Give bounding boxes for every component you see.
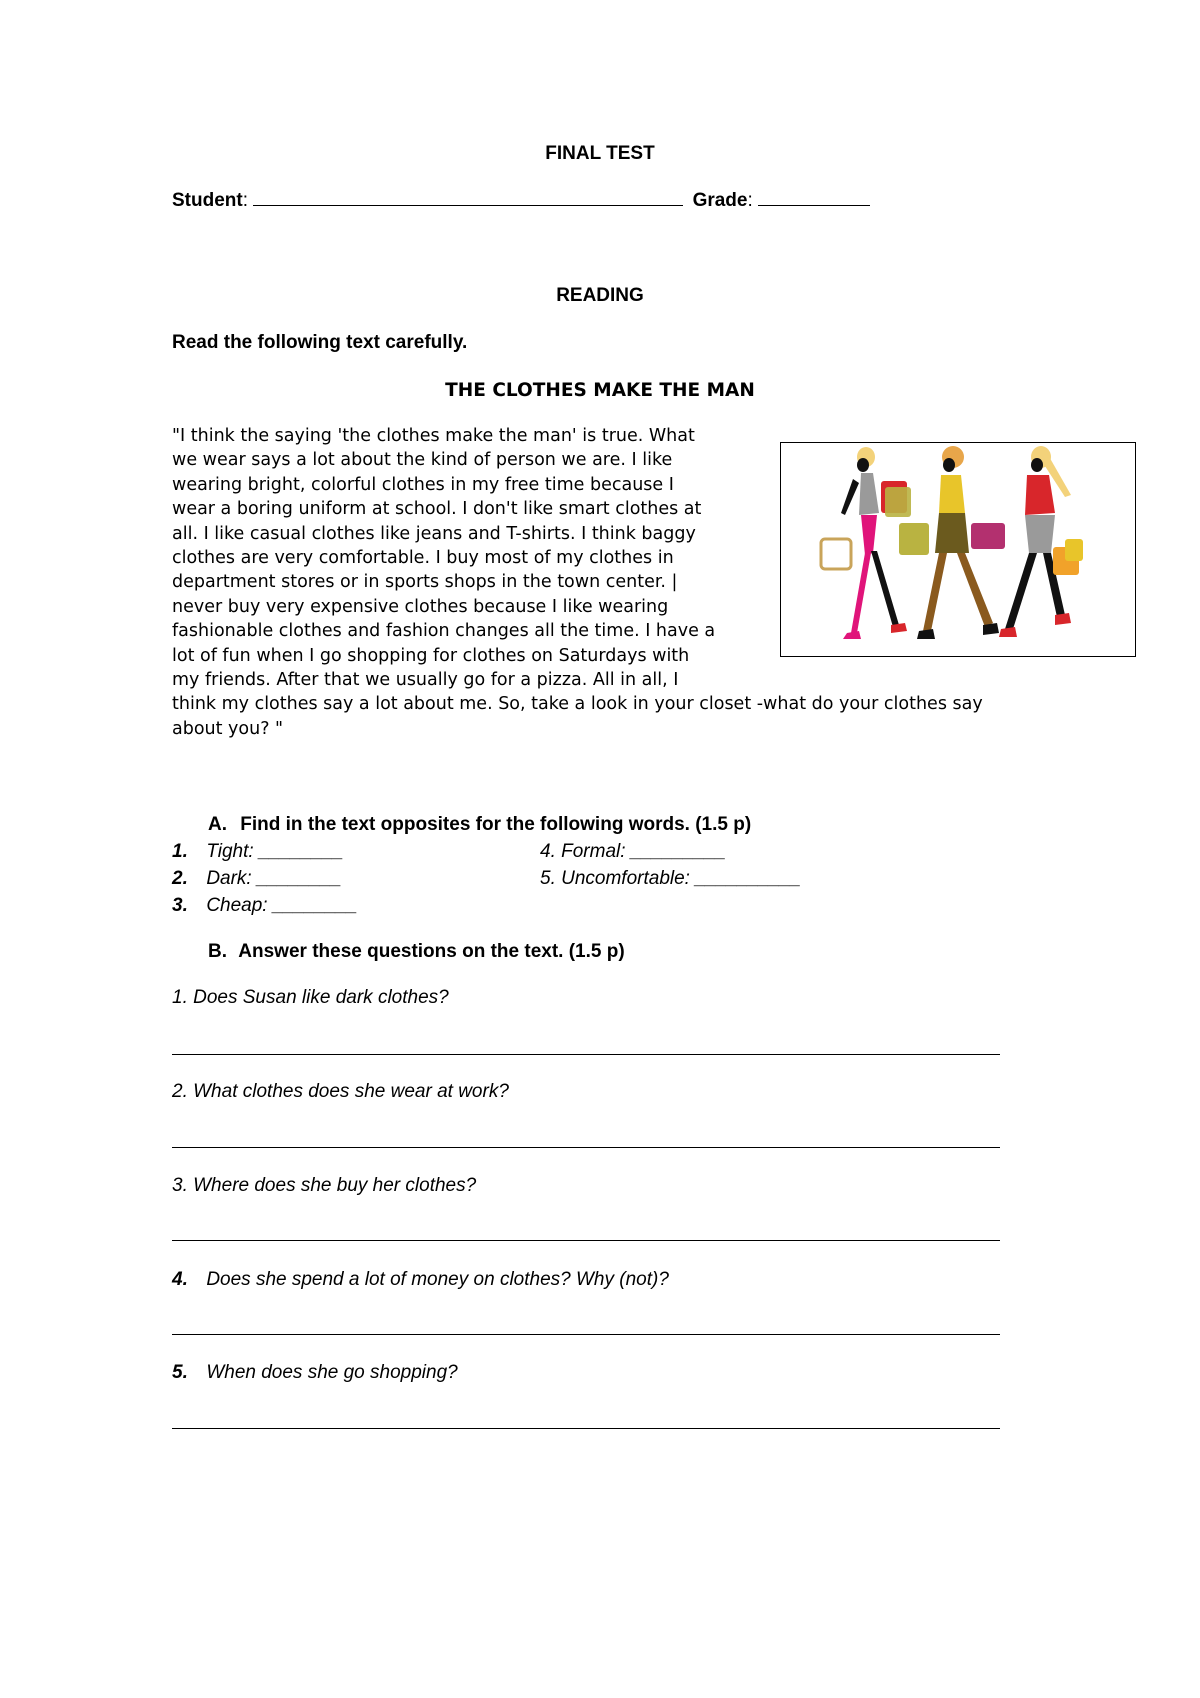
item-text: Tight: ________	[206, 841, 344, 862]
passage-line: wear a boring uniform at school. I don't like smart clothes at	[172, 499, 702, 520]
answer-line[interactable]	[172, 1054, 1000, 1055]
question	[172, 1269, 669, 1291]
reading-passage	[172, 424, 983, 741]
exercise-b-heading-row	[208, 941, 625, 963]
question: 3. Where does she buy her clothes?	[172, 1175, 477, 1196]
item-number: 3.	[172, 895, 188, 916]
passage-line: never buy very expensive clothes because I like wearing	[172, 596, 669, 617]
passage-line: we wear says a lot about the kind of person we are. I like	[172, 450, 673, 471]
question-number: 5.	[172, 1362, 188, 1383]
item-number: 1.	[172, 841, 188, 862]
reading-section-title: READING	[556, 285, 644, 306]
exercise-a-item: 4. Formal: _________	[540, 841, 726, 862]
question	[172, 1362, 458, 1384]
student-grade-row: Student: Grade:	[172, 190, 870, 212]
three-women-shopping-icon	[781, 443, 1135, 656]
passage-line: my friends. After that we usually go for a pizza. All in all, I	[172, 670, 679, 691]
passage-line: clothes are very comfortable. I buy most of my clothes in	[172, 548, 674, 569]
student-name-field[interactable]	[253, 203, 683, 206]
passage-line: "I think the saying 'the clothes make the man' is true. What	[172, 426, 695, 446]
question: 2. What clothes does she wear at work?	[172, 1081, 509, 1102]
answer-line[interactable]	[172, 1428, 1000, 1429]
passage-line: wearing bright, colorful clothes in my free time because I	[172, 474, 674, 495]
question-text: Does she spend a lot of money on clothes? Why (not)?	[206, 1269, 669, 1290]
exercise-a-item	[172, 895, 357, 917]
item-number: 2.	[172, 868, 188, 889]
answer-line[interactable]	[172, 1240, 1000, 1241]
exercise-a-item: 5. Uncomfortable: __________	[540, 868, 801, 889]
reading-instruction: Read the following text carefully.	[172, 332, 468, 353]
exercise-a-heading-row	[208, 814, 751, 836]
question: 1. Does Susan like dark clothes?	[172, 987, 449, 1008]
passage-line: lot of fun when I go shopping for clothes on Saturdays with	[172, 645, 690, 666]
grade-label: Grade	[692, 190, 748, 211]
exercise-a-item	[172, 868, 342, 890]
answer-line[interactable]	[172, 1334, 1000, 1335]
item-text: Dark: ________	[206, 868, 342, 889]
answer-line[interactable]	[172, 1147, 1000, 1148]
exercise-b-heading: Answer these questions on the text. (1.5 p)	[238, 941, 625, 962]
item-text: Cheap: ________	[206, 895, 358, 916]
question-text: When does she go shopping?	[206, 1362, 458, 1383]
exercise-a-item	[172, 841, 343, 863]
passage-line: fashionable clothes and fashion changes all the time. I have a	[172, 621, 716, 642]
passage-line: about you? "	[172, 718, 284, 739]
passage-line: think my clothes say a lot about me. So, take a look in your closet -what do your clothes say	[172, 694, 983, 715]
grade-field[interactable]	[758, 203, 870, 206]
passage-line: all. I like casual clothes like jeans and T-shirts. I think baggy	[172, 523, 696, 544]
exercise-a-heading: Find in the text opposites for the following words. (1.5 p)	[240, 814, 752, 835]
exercise-b-letter: B.	[208, 941, 227, 962]
page-title: FINAL TEST	[545, 143, 655, 164]
student-label: Student	[172, 190, 243, 211]
question-number: 4.	[172, 1269, 188, 1290]
exercise-a-letter: A.	[208, 814, 227, 835]
shopping-illustration	[780, 442, 1136, 657]
passage-title: THE CLOTHES MAKE THE MAN	[445, 380, 755, 401]
passage-line: department stores or in sports shops in the town center. |	[172, 572, 678, 593]
